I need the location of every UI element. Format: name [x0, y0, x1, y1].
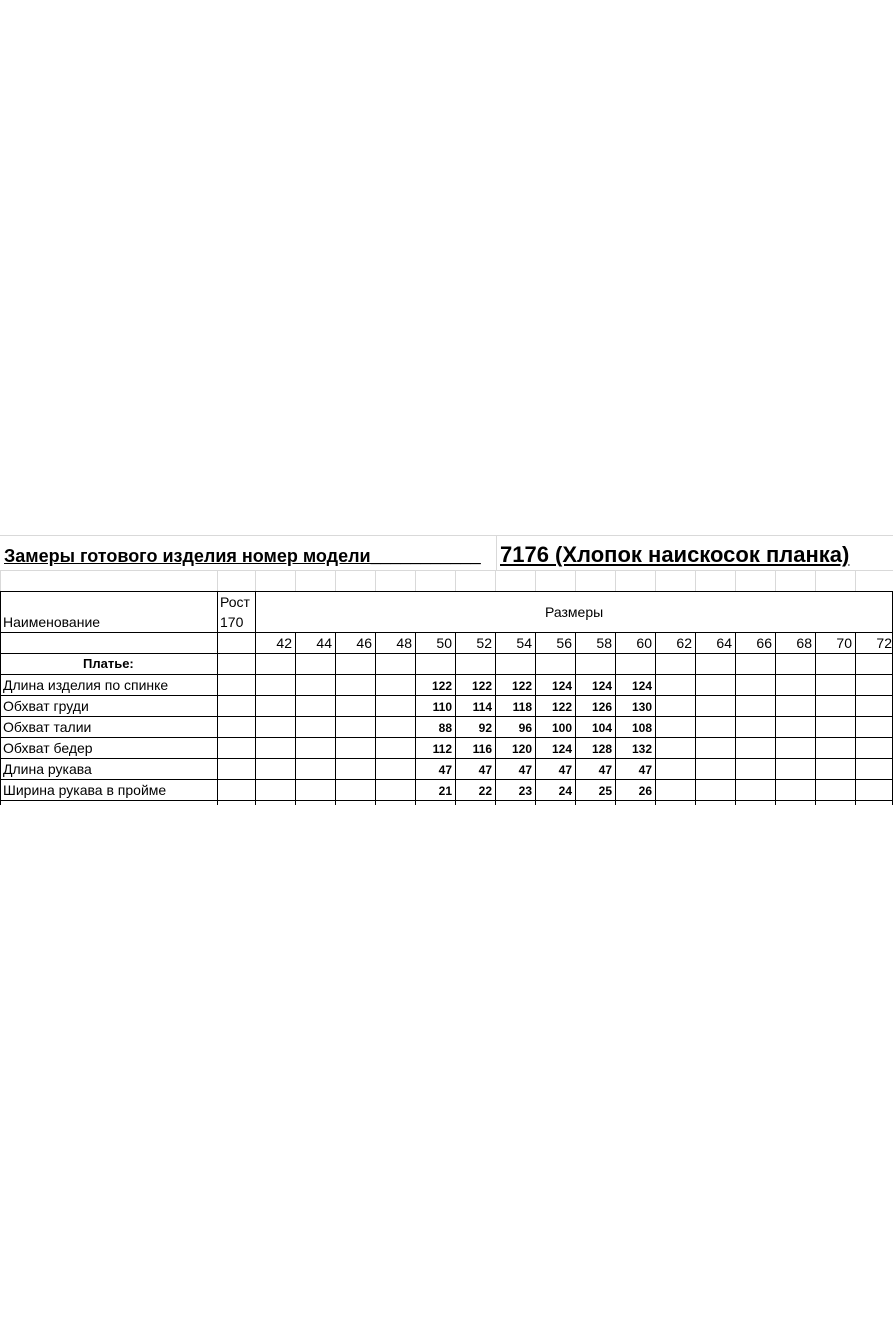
measurement-value: 124 — [591, 679, 612, 693]
grid-line-vertical — [615, 632, 616, 805]
measurement-value: 128 — [591, 742, 612, 756]
sheet-title: Замеры готового изделия номер модели___________ — [4, 546, 481, 566]
measurement-value: 122 — [471, 679, 492, 693]
grid-line-vertical — [535, 632, 536, 805]
row-label: Обхват груди — [3, 698, 89, 714]
grid-line-horizontal — [0, 737, 893, 738]
size-chart-table — [0, 535, 893, 805]
measurement-value: 47 — [478, 763, 492, 777]
grid-line-vertical — [455, 632, 456, 805]
grid-line-vertical — [775, 570, 776, 591]
grid-line-horizontal — [0, 570, 893, 571]
grid-line-vertical — [0, 591, 1, 805]
row-label: Длина изделия по спинке — [3, 677, 169, 693]
grid-line-vertical — [655, 632, 656, 805]
measurement-value: 122 — [431, 679, 452, 693]
height-header: Рост — [220, 594, 250, 610]
grid-line-horizontal — [0, 695, 893, 696]
height-value: 170 — [220, 614, 244, 630]
grid-line-vertical — [815, 632, 816, 805]
measurement-value: 23 — [518, 784, 532, 798]
grid-line-vertical — [255, 570, 256, 591]
measurement-value: 108 — [631, 721, 652, 735]
measurement-value: 124 — [631, 679, 652, 693]
grid-line-vertical — [0, 570, 1, 591]
size-header: 68 — [796, 635, 812, 651]
measurement-value: 114 — [472, 700, 492, 714]
size-header: 44 — [316, 635, 332, 651]
grid-line-vertical — [255, 591, 256, 805]
grid-line-vertical — [375, 632, 376, 805]
measurement-value: 47 — [518, 763, 532, 777]
grid-line-vertical — [615, 570, 616, 591]
size-header: 52 — [476, 635, 492, 651]
measurement-value: 47 — [638, 763, 652, 777]
grid-line-horizontal — [0, 653, 893, 654]
measurement-value: 126 — [591, 700, 612, 714]
grid-line-vertical — [415, 570, 416, 591]
grid-line-horizontal — [0, 758, 893, 759]
measurement-value: 96 — [518, 721, 532, 735]
grid-line-vertical — [455, 570, 456, 591]
measurement-value: 47 — [438, 763, 452, 777]
grid-line-horizontal — [0, 716, 893, 717]
size-header: 72 — [876, 635, 892, 651]
grid-line-horizontal — [0, 800, 893, 801]
grid-line-horizontal — [0, 591, 893, 592]
grid-line-vertical — [855, 632, 856, 805]
size-header: 56 — [556, 635, 572, 651]
measurement-value: 100 — [551, 721, 572, 735]
size-header: 42 — [276, 635, 292, 651]
grid-line-vertical — [217, 591, 218, 805]
measurement-value: 92 — [478, 721, 492, 735]
size-header: 64 — [716, 635, 732, 651]
grid-line-vertical — [735, 632, 736, 805]
measurement-value: 104 — [591, 721, 612, 735]
grid-line-vertical — [695, 570, 696, 591]
row-label: Ширина рукава в пройме — [3, 782, 167, 798]
measurement-value: 122 — [511, 679, 532, 693]
measurement-value: 122 — [551, 700, 572, 714]
measurement-value: 124 — [551, 679, 572, 693]
size-header: 58 — [596, 635, 612, 651]
size-header: 50 — [436, 635, 452, 651]
size-header: 46 — [356, 635, 372, 651]
name-column-header: Наименование — [3, 614, 101, 630]
grid-line-vertical — [375, 570, 376, 591]
grid-line-vertical — [495, 570, 496, 591]
size-header: 48 — [396, 635, 412, 651]
grid-line-vertical — [335, 570, 336, 591]
size-header: 62 — [676, 635, 692, 651]
measurement-value: 22 — [478, 784, 492, 798]
grid-line-vertical — [535, 570, 536, 591]
grid-line-vertical — [735, 570, 736, 591]
grid-line-vertical — [575, 632, 576, 805]
sizes-header: Размеры — [545, 604, 604, 620]
measurement-value: 21 — [438, 784, 452, 798]
measurement-value: 112 — [432, 742, 452, 756]
row-label: Обхват бедер — [3, 740, 93, 756]
measurement-value: 118 — [512, 700, 532, 714]
grid-line-vertical — [575, 570, 576, 591]
grid-line-vertical — [495, 632, 496, 805]
grid-line-vertical — [335, 632, 336, 805]
section-label: Платье: — [83, 656, 134, 671]
measurement-value: 25 — [598, 784, 612, 798]
measurement-value: 88 — [438, 721, 452, 735]
measurement-value: 24 — [558, 784, 572, 798]
grid-line-vertical — [695, 632, 696, 805]
grid-line-vertical — [655, 570, 656, 591]
size-header: 54 — [516, 635, 532, 651]
measurement-value: 47 — [598, 763, 612, 777]
row-label: Обхват талии — [3, 719, 92, 735]
grid-line-vertical — [775, 632, 776, 805]
grid-line-horizontal — [0, 535, 893, 536]
measurement-value: 47 — [558, 763, 572, 777]
model-title: 7176 (Хлопок наискосок планка) — [500, 542, 850, 567]
grid-line-vertical — [855, 570, 856, 591]
measurement-value: 110 — [432, 700, 452, 714]
grid-line-horizontal — [0, 674, 893, 675]
grid-line-vertical — [496, 535, 497, 570]
measurement-value: 26 — [638, 784, 652, 798]
measurement-value: 120 — [511, 742, 532, 756]
size-header: 60 — [636, 635, 652, 651]
measurement-value: 132 — [631, 742, 652, 756]
grid-line-horizontal — [0, 779, 893, 780]
row-label: Длина рукава — [3, 761, 92, 777]
measurement-value: 116 — [472, 742, 492, 756]
measurement-value: 130 — [631, 700, 652, 714]
size-header: 66 — [756, 635, 772, 651]
measurement-value: 124 — [551, 742, 572, 756]
grid-line-horizontal — [0, 632, 893, 633]
grid-line-vertical — [295, 632, 296, 805]
grid-line-vertical — [217, 570, 218, 591]
grid-line-vertical — [415, 632, 416, 805]
grid-line-vertical — [295, 570, 296, 591]
size-header: 70 — [836, 635, 852, 651]
grid-line-vertical — [815, 570, 816, 591]
